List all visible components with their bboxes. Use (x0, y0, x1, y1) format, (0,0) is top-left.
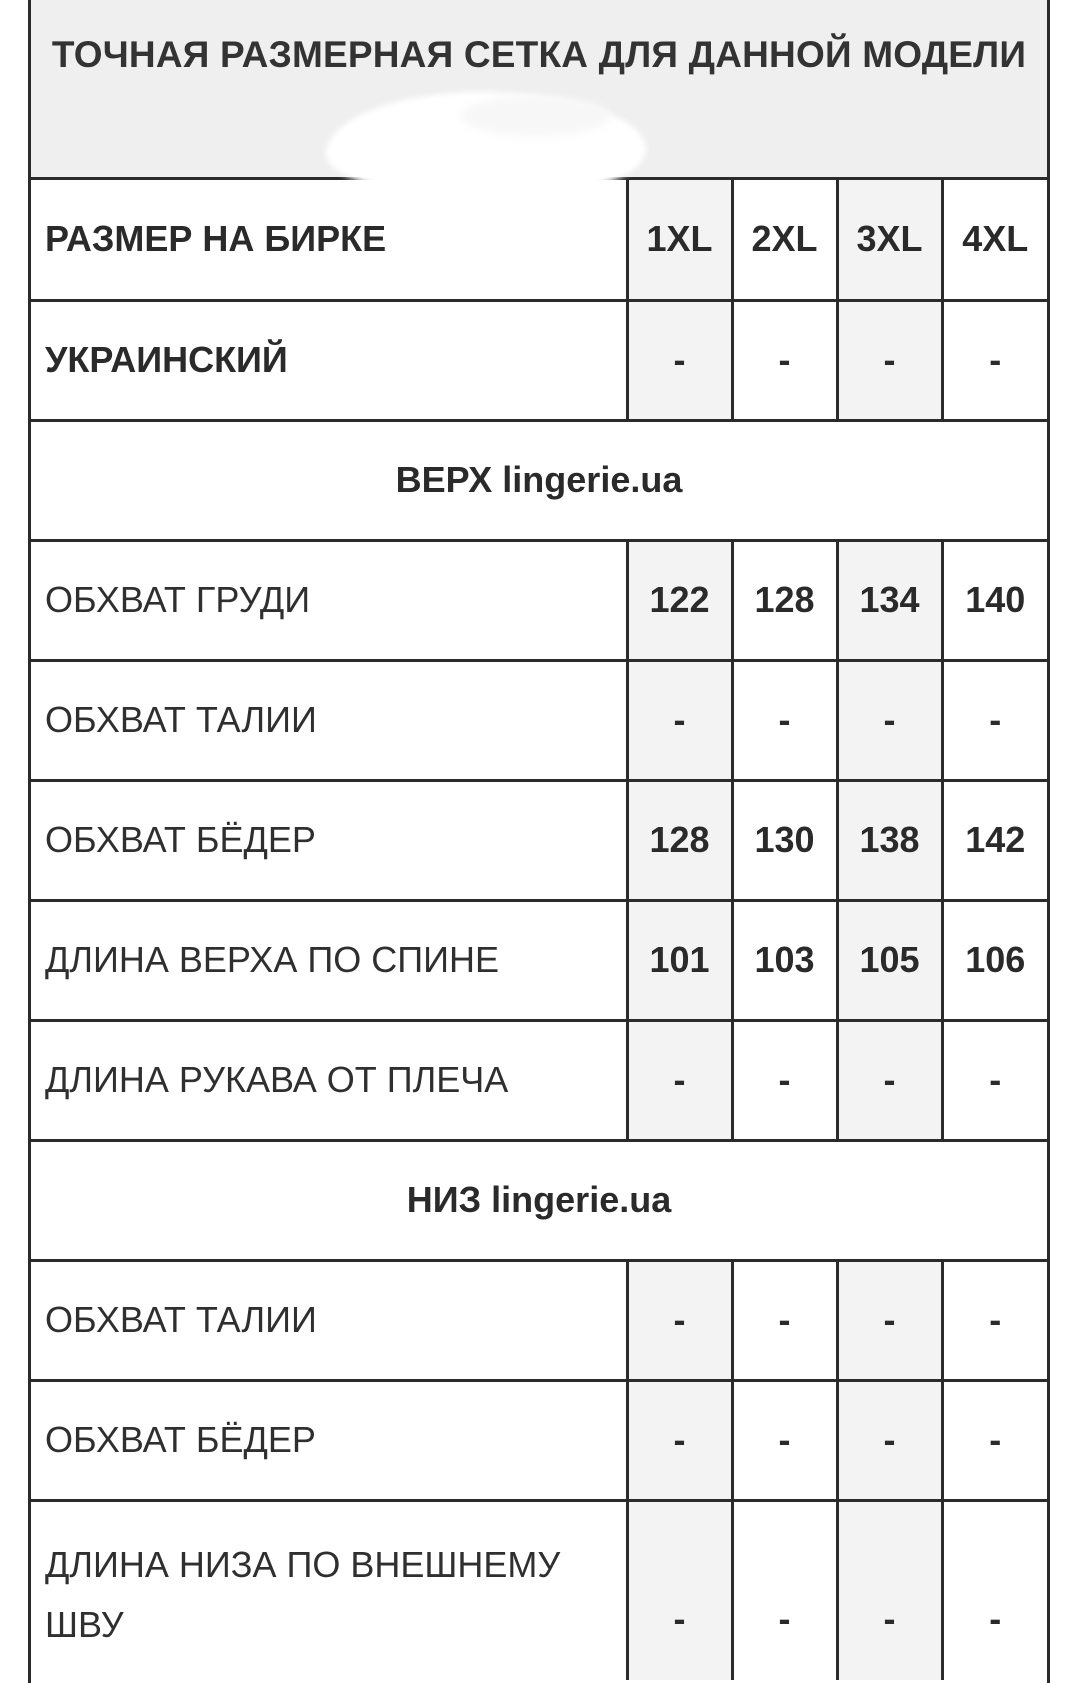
row-label-line-2: ШВУ (45, 1603, 124, 1645)
size-header-4xl: 4XL (942, 180, 1047, 300)
row-label: ДЛИНА ВЕРХА ПО СПИНЕ (31, 900, 627, 1020)
table-cell: - (837, 1380, 942, 1500)
table-cell: - (627, 660, 732, 780)
table-row (31, 540, 1047, 660)
row-label-size-tag: РАЗМЕР НА БИРКЕ (31, 180, 627, 300)
size-header-1xl: 1XL (627, 180, 732, 300)
table-cell: 140 (942, 540, 1047, 660)
section-heading-bottom: НИЗ lingerie.ua (31, 1140, 1047, 1260)
section-heading-row-top (31, 420, 1047, 540)
table-cell: 138 (837, 780, 942, 900)
table-cell: - (837, 1260, 942, 1380)
size-header-2xl: 2XL (732, 180, 837, 300)
table-row (31, 1500, 1047, 1680)
table-cell: - (627, 1380, 732, 1500)
section-heading-row-bottom (31, 1140, 1047, 1260)
row-label-ukrainian: УКРАИНСКИЙ (31, 300, 627, 420)
size-chart-table (31, 180, 1047, 1680)
row-label: ОБХВАТ БЁДЕР (31, 780, 627, 900)
table-cell: - (942, 300, 1047, 420)
table-row (31, 1260, 1047, 1380)
erased-watermark-area-inner (461, 96, 611, 136)
table-cell: - (837, 1020, 942, 1140)
table-cell: - (837, 300, 942, 420)
table-cell: - (837, 660, 942, 780)
row-label: ДЛИНА РУКАВА ОТ ПЛЕЧА (31, 1020, 627, 1140)
table-row (31, 1380, 1047, 1500)
table-row-ukrainian (31, 300, 1047, 420)
table-cell: 101 (627, 900, 732, 1020)
table-cell: - (942, 1020, 1047, 1140)
row-label: ОБХВАТ ГРУДИ (31, 540, 627, 660)
table-row-size-tag (31, 180, 1047, 300)
table-cell: - (627, 300, 732, 420)
table-row (31, 900, 1047, 1020)
table-cell: - (942, 660, 1047, 780)
table-cell: 128 (732, 540, 837, 660)
table-cell: - (942, 1380, 1047, 1500)
row-label: ОБХВАТ БЁДЕР (31, 1380, 627, 1500)
size-header-3xl: 3XL (837, 180, 942, 300)
table-cell: - (942, 1260, 1047, 1380)
table-cell: - (732, 1260, 837, 1380)
table-row (31, 660, 1047, 780)
row-label: ОБХВАТ ТАЛИИ (31, 1260, 627, 1380)
table-cell: - (732, 1500, 837, 1680)
table-cell: - (732, 1020, 837, 1140)
row-label (31, 1500, 627, 1680)
section-heading-top: ВЕРХ lingerie.ua (31, 420, 1047, 540)
table-cell: - (942, 1500, 1047, 1680)
table-row (31, 1020, 1047, 1140)
table-cell: 142 (942, 780, 1047, 900)
table-row (31, 780, 1047, 900)
size-chart-sheet (28, 0, 1050, 1683)
row-label-line-1: ДЛИНА НИЗА ПО ВНЕШНЕМУ (45, 1543, 561, 1585)
table-cell: 106 (942, 900, 1047, 1020)
table-cell: 103 (732, 900, 837, 1020)
table-cell: 105 (837, 900, 942, 1020)
table-cell: 128 (627, 780, 732, 900)
size-chart-title-block (31, 0, 1047, 180)
table-cell: 134 (837, 540, 942, 660)
row-label: ОБХВАТ ТАЛИИ (31, 660, 627, 780)
table-cell: 122 (627, 540, 732, 660)
table-cell: - (837, 1500, 942, 1680)
table-cell: 130 (732, 780, 837, 900)
table-cell: - (732, 300, 837, 420)
table-cell: - (732, 660, 837, 780)
table-cell: - (627, 1020, 732, 1140)
size-chart-title: ТОЧНАЯ РАЗМЕРНАЯ СЕТКА ДЛЯ ДАННОЙ МОДЕЛИ (51, 34, 1027, 75)
table-cell: - (732, 1380, 837, 1500)
table-cell: - (627, 1260, 732, 1380)
table-cell: - (627, 1500, 732, 1680)
